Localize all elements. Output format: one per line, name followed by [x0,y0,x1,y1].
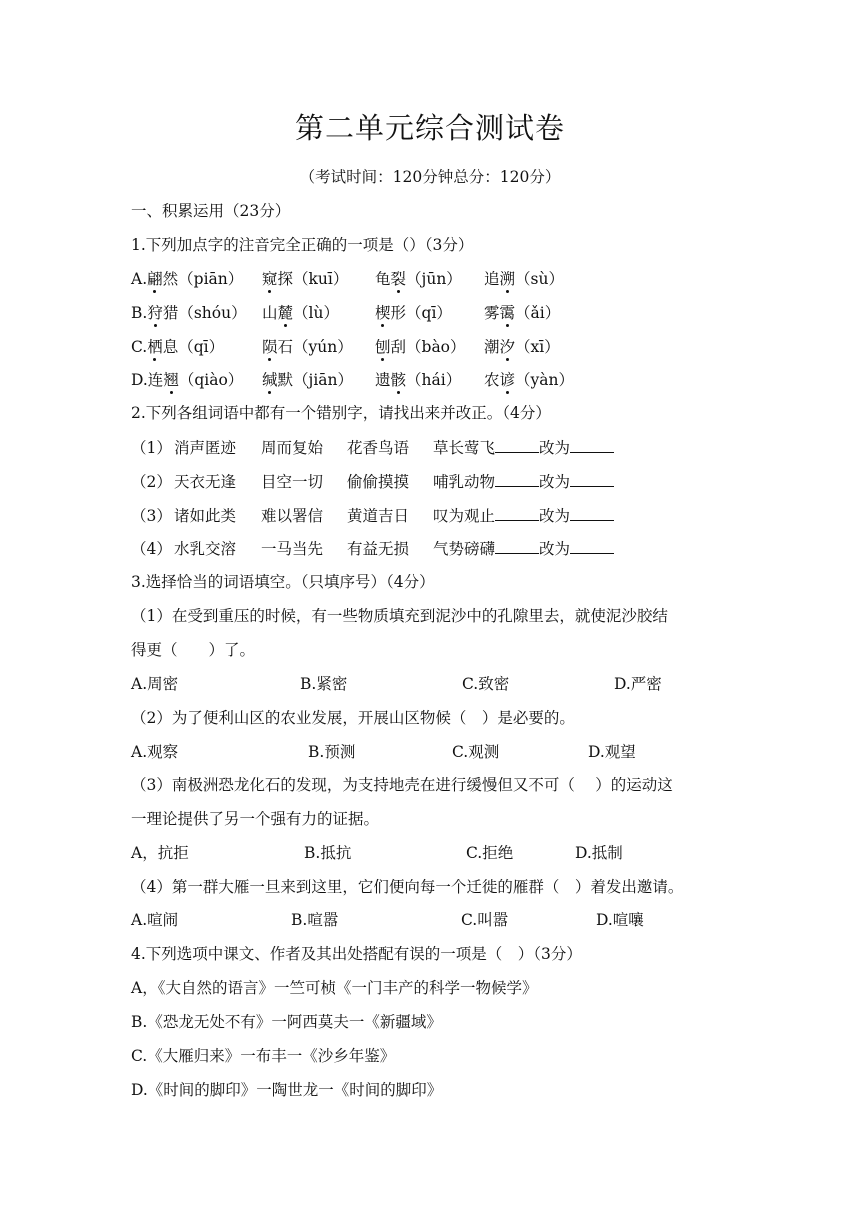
row-number: （1） [131,439,172,457]
item-suffix: 猎（shóu） [162,304,247,322]
row-number: （4） [131,540,172,558]
question-3-stem: 3.选择恰当的词语填空。（只填序号）（4分） [131,573,435,591]
pinyin-option-item [375,369,461,391]
idiom-word: 诸如此类 [174,507,237,525]
dotted-character: 刨 [375,338,391,356]
pinyin-option-item [484,336,560,358]
choice-option: C.叫嚣 [461,911,509,929]
idiom-word: 消声匿迹 [174,439,237,457]
question-2-stem: 2.下列各组词语中都有一个错别字，请找出来并改正。（4分） [131,404,551,422]
pinyin-option-item [262,302,339,324]
question-4-option-b: B.《恐龙无处不有》一阿西莫夫一《新疆域》 [131,1013,442,1031]
pinyin-option-item [131,369,243,391]
item-prefix: 雾 [484,304,500,322]
dotted-character: 汐 [499,338,516,356]
dotted-character: 麓 [277,304,294,322]
idiom-word: 水乳交溶 [174,540,237,558]
choice-option: D.喧嚷 [596,911,644,929]
choice-option: B.紧密 [300,675,348,693]
item-suffix: 探（kuī） [277,270,349,288]
dotted-character: 谚 [499,371,516,389]
item-prefix: 遗 [375,371,391,389]
section-heading: 一、积累运用（23分） [131,202,291,220]
dotted-character: 霭 [499,304,516,322]
choice-option: D.抵制 [575,844,623,862]
change-to-label: 改为 [539,507,571,525]
item-suffix: （hái） [406,371,462,389]
question-3-part1-line2: 得更（ ）了。 [131,641,256,659]
answer-blank-wrong [495,538,539,554]
change-to-label: 改为 [539,473,571,491]
pinyin-option-item [131,302,247,324]
pinyin-option-item [375,336,466,358]
idiom-with-blanks [433,471,614,493]
choice-option: C.致密 [462,675,510,693]
answer-blank-correct [570,437,614,453]
change-to-label: 改为 [539,540,571,558]
choice-option: A.周密 [131,675,179,693]
item-suffix: （qiào） [178,371,244,389]
item-prefix: 龟 [375,270,391,288]
item-suffix: （lù） [293,304,339,322]
item-prefix: 潮 [484,338,500,356]
item-suffix: 默（jiān） [277,371,354,389]
dotted-character: 狩 [147,304,163,322]
question-4-option-c: C.《大雁归来》一布丰一《沙乡年鉴》 [131,1047,396,1065]
answer-blank-wrong [495,505,539,521]
question-4-stem: 4.下列选项中课文、作者及其出处搭配有误的一项是（ ）（3分） [131,945,582,963]
page-title: 第二单元综合测试卷 [294,111,565,145]
item-suffix: 息（qī） [162,338,225,356]
question-4-option-a: A，《大自然的语言》一竺可桢《一门丰产的科学一物候学》 [131,979,538,997]
choice-option: B.预测 [308,743,356,761]
idiom-word: 难以署信 [261,507,324,525]
idiom-word: 草长莺飞 [433,439,496,457]
item-prefix: D.连 [131,371,164,389]
idiom-with-blanks [433,538,614,560]
idiom-word: 有益无损 [347,540,410,558]
pinyin-option-item [262,336,353,358]
row-number: （3） [131,507,172,525]
idiom-word: 周而复始 [261,439,324,457]
question-3-part2: （2）为了便利山区的农业发展，开展山区物候（ ）是必要的。 [131,709,575,727]
idiom-word: 叹为观止 [433,507,496,525]
pinyin-option-item [484,268,564,290]
choice-option: D.严密 [614,675,662,693]
pinyin-option-item [375,302,452,324]
item-suffix: 刮（bào） [390,338,466,356]
pinyin-option-item [131,336,224,358]
choice-option: C.观测 [452,743,500,761]
question-1-stem: 1.下列加点字的注音完全正确的一项是（）（3分） [131,236,474,254]
change-to-label: 改为 [539,439,571,457]
choice-option: A.观察 [131,743,179,761]
choice-option: A，抗拒 [131,844,189,862]
answer-blank-correct [570,471,614,487]
idiom-word: 花香鸟语 [347,439,410,457]
item-suffix: （xī） [515,338,560,356]
item-suffix: （yàn） [515,371,575,389]
idiom-word: 一马当先 [261,540,324,558]
question-3-part1-line1: （1）在受到重压的时候，有一些物质填充到泥沙中的孔隙里去，就使泥沙胶结 [131,607,668,625]
item-prefix: 山 [262,304,278,322]
dotted-character: 栖 [147,338,163,356]
exam-info: （考试时间：120分钟总分：120分） [299,168,561,186]
pinyin-option-item [375,268,462,290]
choice-option: B.抵抗 [304,844,352,862]
idiom-word: 哺乳动物 [433,473,496,491]
answer-blank-wrong [495,471,539,487]
item-suffix: （sù） [515,270,564,288]
row-number: （2） [131,473,172,491]
choice-option: D.观望 [588,743,636,761]
item-prefix: 追 [484,270,500,288]
pinyin-option-item [131,268,243,290]
item-suffix: 然（piān） [162,270,244,288]
idiom-with-blanks [433,437,614,459]
answer-blank-wrong [495,437,539,453]
dotted-character: 裂 [390,270,407,288]
idiom-word: 目空一切 [261,473,324,491]
choice-option: C.拒绝 [466,844,514,862]
choice-option: B.喧嚣 [291,911,339,929]
item-suffix: 形（qī） [390,304,452,322]
question-3-part4: （4）第一群大雁一旦来到这里，它们便向每一个迁徙的雁群（ ）着发出邀请。 [131,878,684,896]
dotted-character: 窥 [262,270,278,288]
question-3-part3-line2: 一理论提供了另一个强有力的证据。 [131,810,380,828]
idiom-with-blanks [433,505,614,527]
item-prefix: B. [131,304,148,322]
dotted-character: 骸 [390,371,407,389]
item-suffix: （ǎi） [515,304,561,322]
idiom-word: 气势磅礴 [433,540,496,558]
item-prefix: 农 [484,371,500,389]
answer-blank-correct [570,538,614,554]
pinyin-option-item [262,268,348,290]
dotted-character: 翘 [163,371,179,389]
idiom-word: 天衣无逢 [174,473,237,491]
dotted-character: 楔 [375,304,391,322]
dotted-character: 缄 [262,371,278,389]
answer-blank-correct [570,505,614,521]
question-3-part3-line1: （3）南极洲恐龙化石的发现，为支持地壳在进行缓慢但又不可（ ）的运动这 [131,776,673,794]
dotted-character: 翩 [147,270,163,288]
question-4-option-d: D.《时间的脚印》一陶世龙一《时间的脚印》 [131,1081,443,1099]
idiom-word: 黄道吉日 [347,507,410,525]
choice-option: A.喧闹 [131,911,179,929]
pinyin-option-item [484,369,574,391]
idiom-word: 偷偷摸摸 [347,473,410,491]
item-prefix: A. [131,270,148,288]
item-suffix: 石（yún） [277,338,353,356]
dotted-character: 陨 [262,338,278,356]
item-prefix: C. [131,338,148,356]
dotted-character: 溯 [499,270,516,288]
pinyin-option-item [484,302,560,324]
pinyin-option-item [262,369,353,391]
item-suffix: （jūn） [406,270,462,288]
